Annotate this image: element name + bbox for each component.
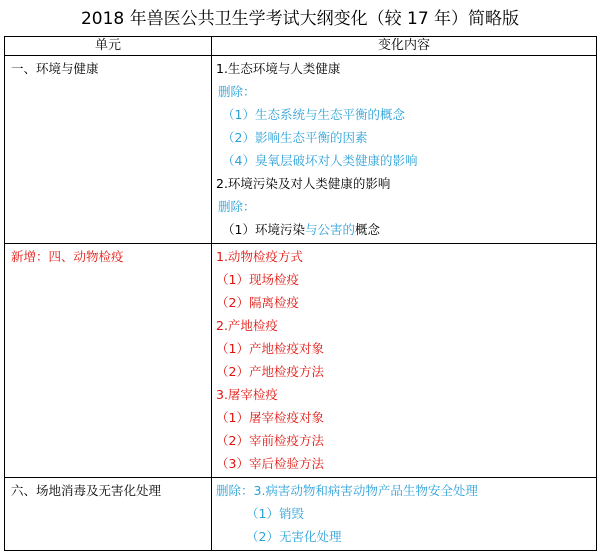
changes-cell <box>212 244 597 478</box>
change-line: （2）宰前检疫方法 <box>216 433 324 448</box>
change-line-part: 概念 <box>354 222 380 237</box>
change-line: （1）屠宰检疫对象 <box>216 410 324 425</box>
change-line: 1.生态环境与人类健康 <box>216 61 341 76</box>
change-line-part: 与公害的 <box>304 222 355 237</box>
document-title: 2018 年兽医公共卫生学考试大纲变化（较 17 年）简略版 <box>80 9 520 29</box>
change-line: 2.产地检疫 <box>216 318 278 333</box>
change-line: （1）现场检疫 <box>216 272 299 287</box>
change-line: 删除：3.病害动物和病害动物产品生物安全处理 <box>216 483 478 498</box>
table-row <box>5 244 597 478</box>
unit-cell <box>5 56 212 244</box>
unit-label: 新增：四、动物检疫 <box>11 249 124 264</box>
header-unit: 单元 <box>5 37 212 56</box>
change-line <box>212 218 596 241</box>
changes-cell <box>212 56 597 244</box>
unit-label: 六、场地消毒及无害化处理 <box>11 483 162 498</box>
change-line-part: （1）环境污染 <box>222 222 305 237</box>
changes-cell <box>212 478 597 551</box>
change-line: （2）产地检疫方法 <box>216 364 324 379</box>
unit-cell <box>5 244 212 478</box>
table-header-row <box>5 37 597 56</box>
unit-cell <box>5 478 212 551</box>
change-line: 删除： <box>218 199 256 214</box>
header-changes: 变化内容 <box>212 37 597 56</box>
table-row <box>5 478 597 551</box>
change-line: 3.屠宰检疫 <box>216 387 278 402</box>
change-line: 1.动物检疫方式 <box>216 249 303 264</box>
change-line: （1）生态系统与生态平衡的概念 <box>222 107 405 122</box>
change-line: （2）无害化处理 <box>246 529 342 544</box>
syllabus-change-table <box>4 36 597 551</box>
change-line: （3）宰后检验方法 <box>216 456 324 471</box>
table-row <box>5 56 597 244</box>
table-body <box>5 56 597 551</box>
change-line: （1）产地检疫对象 <box>216 341 324 356</box>
unit-label: 一、环境与健康 <box>11 61 99 76</box>
change-line: （2）影响生态平衡的因素 <box>222 130 368 145</box>
change-line: （4）臭氧层破坏对人类健康的影响 <box>222 153 418 168</box>
change-line: （1）销毁 <box>246 506 304 521</box>
change-line: 2.环境污染及对人类健康的影响 <box>216 176 391 191</box>
change-line: 删除： <box>218 84 256 99</box>
change-line: （2）隔离检疫 <box>216 295 299 310</box>
